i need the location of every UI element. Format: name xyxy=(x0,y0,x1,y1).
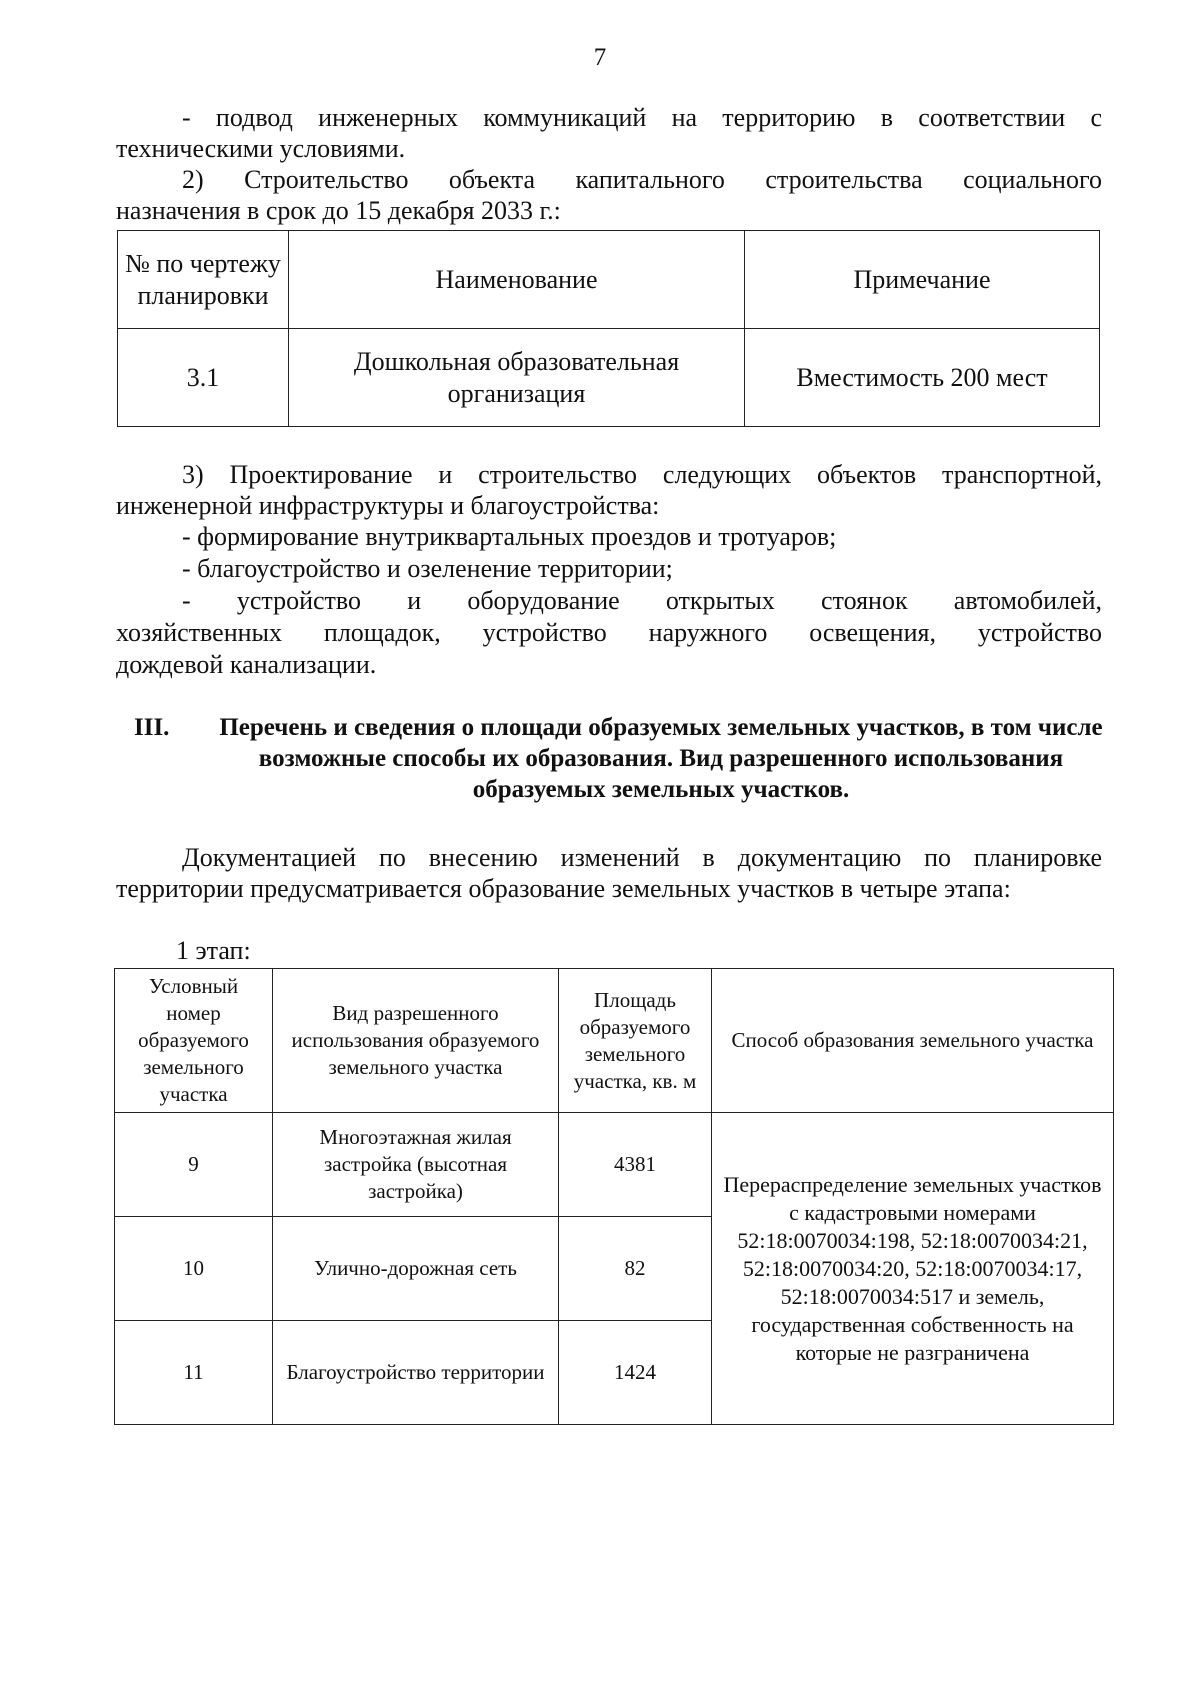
table2-cell-area: 82 xyxy=(559,1217,712,1321)
construction-table xyxy=(117,230,1100,427)
intro-item-line-cont: техническими условиями. xyxy=(116,134,406,163)
land-plots-table xyxy=(114,968,1114,1425)
point3-line-cont: инженерной инфраструктуры и благоустройства: xyxy=(116,491,660,520)
section-number: III. xyxy=(134,714,170,741)
page-number: 7 xyxy=(593,44,607,71)
table2-header-num: Условный номер образуемого земельного участка xyxy=(115,969,273,1113)
table-row xyxy=(118,329,1100,427)
table2-cell-area: 1424 xyxy=(559,1321,712,1425)
point3-item-3-cont: хозяйственных площадок, устройство наружного освещения, устройство xyxy=(116,618,1102,647)
point3-item-1: - формирование внутриквартальных проездов и тротуаров; xyxy=(182,522,837,551)
stage-label: 1 этап: xyxy=(176,936,251,965)
point3-line: 3) Проектирование и строительство следующих объектов транспортной, xyxy=(182,460,1102,489)
table2-cell-num: 9 xyxy=(115,1113,273,1217)
documentation-line: Документацией по внесению изменений в документацию по планировке xyxy=(182,843,1102,872)
table1-cell-num: 3.1 xyxy=(118,329,289,427)
point3-item-3: - устройство и оборудование открытых стоянок автомобилей, xyxy=(182,586,1102,615)
table2-cell-use: Благоустройство территории xyxy=(273,1321,559,1425)
table1-cell-note: Вместимость 200 мест xyxy=(745,329,1100,427)
point3-item-3-end: дождевой канализации. xyxy=(116,650,377,679)
table2-header-area: Площадь образуемого земельного участка, кв. м xyxy=(559,969,712,1113)
table2-cell-method: Перераспределение земельных участков с кадастровыми номерами 52:18:0070034:198, 52:18:0070034:21, 52:18:0070034:20, 52:18:0070034:17, 52:18:0070034:517 и земель, государственная собственность на которые не разграничена xyxy=(712,1113,1114,1425)
table2-header-method: Способ образования земельного участка xyxy=(712,969,1114,1113)
table2-header-use: Вид разрешенного использования образуемого земельного участка xyxy=(273,969,559,1113)
point3-item-2: - благоустройство и озеленение территории; xyxy=(182,554,673,583)
table2-cell-use: Улично-дорожная сеть xyxy=(273,1217,559,1321)
table1-header-num: № по чертежу планировки xyxy=(118,231,289,329)
table1-header-name: Наименование xyxy=(289,231,745,329)
documentation-line-cont: территории предусматривается образование земельных участков в четыре этапа: xyxy=(116,874,1011,903)
table-row xyxy=(115,1113,1114,1217)
table2-cell-num: 11 xyxy=(115,1321,273,1425)
table2-cell-use: Многоэтажная жилая застройка (высотная застройка) xyxy=(273,1113,559,1217)
table2-cell-num: 10 xyxy=(115,1217,273,1321)
point2-line: 2) Строительство объекта капитального строительства социального xyxy=(182,165,1102,194)
table2-cell-area: 4381 xyxy=(559,1113,712,1217)
section-title: Перечень и сведения о площади образуемых земельных участков, в том числе возможные способы их образования. Вид разрешенного использования образуемых земельных участков. xyxy=(219,714,1103,803)
intro-item-line: - подвод инженерных коммуникаций на территорию в соответствии с xyxy=(182,103,1102,132)
point2-line-cont: назначения в срок до 15 декабря 2033 г.: xyxy=(116,196,561,225)
table1-cell-name: Дошкольная образовательная организация xyxy=(289,329,745,427)
table1-header-note: Примечание xyxy=(745,231,1100,329)
